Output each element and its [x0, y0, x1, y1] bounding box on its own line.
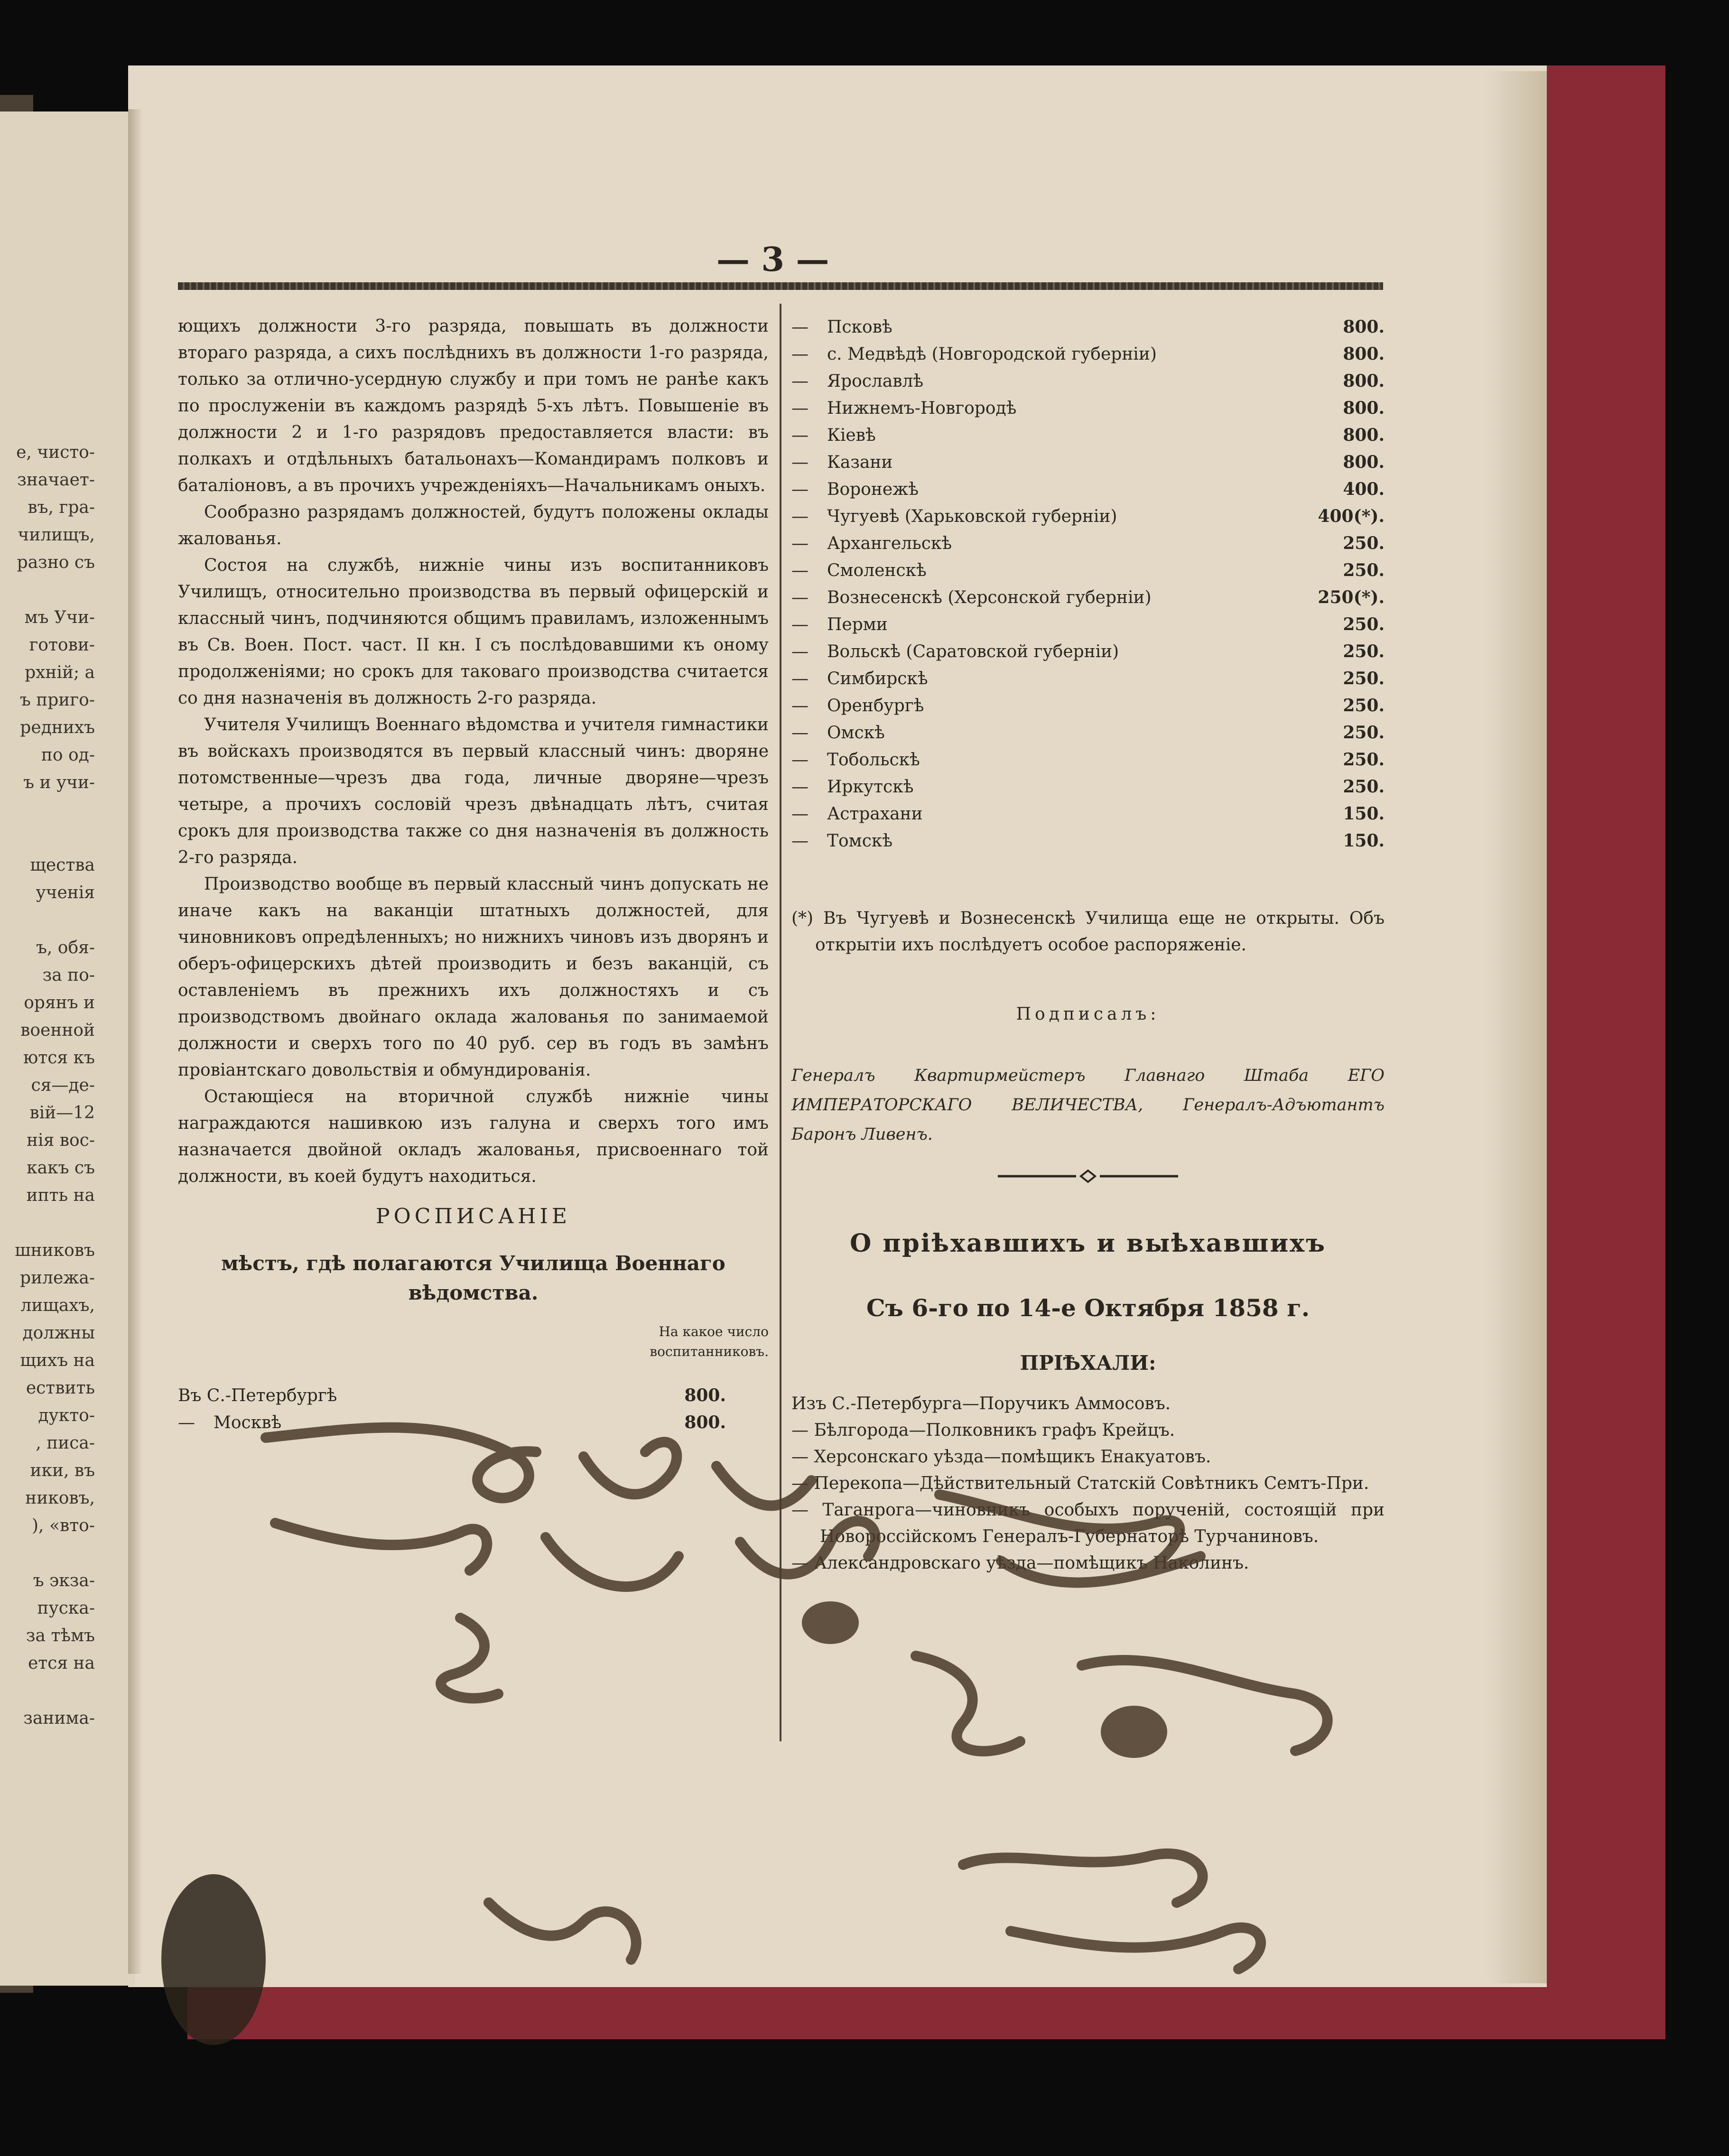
left-page-line: ъ приго- — [19, 690, 95, 710]
left-page-line: въ, гра- — [28, 498, 95, 517]
row-place: Чугуевѣ (Харьковской губернiи) — [827, 507, 1117, 526]
schedule-right-rows — [791, 317, 1385, 858]
left-page — [0, 112, 135, 1986]
row-value: 800. — [1343, 344, 1385, 364]
left-page-line: разно съ — [17, 553, 95, 572]
left-page-line — [2, 1677, 95, 1705]
schedule-subtitle: мѣстъ, гдѣ полагаются Училища Военнаго вѣдомства. — [221, 1252, 725, 1304]
row-place: Кiевѣ — [827, 426, 876, 445]
signed-label: Подписалъ: — [1016, 1004, 1160, 1024]
row-dash: — — [791, 453, 809, 472]
left-page-line: готови- — [29, 635, 95, 655]
row-value: 800. — [684, 1413, 726, 1432]
schedule-row — [791, 560, 1385, 587]
left-page-line: нiя вос- — [27, 1131, 95, 1150]
left-page-line: какъ съ — [27, 1158, 95, 1178]
row-dash: — — [791, 344, 809, 364]
arrival-entry: Изъ С.-Петербурга—Поручикъ Аммосовъ. — [791, 1394, 1171, 1413]
row-dash: — — [791, 723, 809, 743]
left-page-line: занима- — [23, 1709, 95, 1728]
row-dash: — — [178, 1413, 195, 1432]
row-dash: — — [791, 588, 809, 607]
arrival-entry: — Александровскаго уѣзда—помѣщикъ Наколинъ. — [791, 1553, 1249, 1573]
left-page-line: ики, въ — [30, 1461, 95, 1480]
ornament-icon — [993, 1169, 1183, 1183]
row-value: 800. — [1343, 371, 1385, 391]
left-page-line: щихъ на — [20, 1351, 95, 1370]
row-dash: — — [791, 534, 809, 553]
row-dash: — — [791, 642, 809, 661]
left-page-line: мъ Учи- — [24, 608, 95, 627]
row-place: Томскѣ — [827, 831, 893, 851]
left-page-line: по од- — [41, 745, 95, 765]
row-place: Вольскѣ (Саратовской губернiи) — [827, 642, 1119, 661]
left-page-line: ются къ — [23, 1048, 95, 1068]
paragraph: Сообразно разрядамъ должностей, будутъ положены оклады жалованья. — [178, 502, 769, 548]
row-value: 250. — [1343, 696, 1385, 716]
row-value: 800. — [1343, 425, 1385, 445]
left-page-line: пуска- — [37, 1598, 95, 1618]
row-value: 250. — [1343, 669, 1385, 688]
row-dash: — — [791, 399, 809, 418]
schedule-row — [791, 669, 1385, 696]
row-value: 800. — [684, 1385, 726, 1405]
left-page-line: ется на — [28, 1654, 95, 1673]
row-value: 250. — [1343, 614, 1385, 634]
schedule-row — [791, 831, 1385, 858]
page-edge — [1485, 71, 1547, 1983]
schedule-row — [791, 317, 1385, 344]
left-page-line: шниковъ — [15, 1241, 95, 1260]
left-page-line: е, чисто- — [16, 443, 95, 462]
row-dash: — — [791, 615, 809, 634]
row-dash: — — [791, 426, 809, 445]
row-place: Казани — [827, 453, 893, 472]
row-place: Тобольскѣ — [827, 750, 920, 770]
schedule-row — [791, 533, 1385, 560]
row-value: 800. — [1343, 398, 1385, 418]
arrived-title: ПРIѢХАЛИ: — [1020, 1351, 1156, 1375]
left-page-line — [2, 824, 95, 852]
left-page-line: за тѣмъ — [26, 1626, 95, 1645]
row-place: Въ С.-Петербургѣ — [178, 1386, 337, 1405]
left-page-line — [2, 1540, 95, 1567]
left-page-line: ъ и учи- — [23, 773, 95, 792]
schedule-row — [791, 641, 1385, 669]
header-rule — [178, 282, 1383, 290]
schedule-row — [791, 587, 1385, 614]
row-place: Вознесенскѣ (Херсонской губернiи) — [827, 588, 1152, 607]
row-place: Москвѣ — [214, 1413, 282, 1432]
left-page-line: дукто- — [38, 1406, 95, 1425]
row-dash: — — [791, 507, 809, 526]
section-title: О прiѣхавшихъ и выѣхавшихъ — [849, 1229, 1327, 1258]
signature: Генералъ Квартирмейстеръ Главнаго Штаба ЕГО ИМПЕРАТОРСКАГО ВЕЛИЧЕСТВА, Генералъ-Адъютантъ Баронъ Ливенъ. — [791, 1066, 1385, 1144]
left-page-line: никовъ, — [25, 1488, 95, 1508]
schedule-row — [791, 425, 1385, 452]
left-page-line: ся—де- — [31, 1076, 95, 1095]
left-page-line: орянъ и — [24, 993, 95, 1013]
row-place: Оренбургѣ — [827, 696, 924, 716]
row-place: Симбирскѣ — [827, 669, 928, 688]
row-value: 250. — [1343, 777, 1385, 797]
left-page-line — [2, 797, 95, 824]
row-dash: — — [791, 750, 809, 770]
row-value: 250. — [1343, 750, 1385, 770]
left-page-fragment — [2, 439, 95, 1732]
schedule-row — [791, 479, 1385, 506]
row-place: Ярославлѣ — [827, 372, 924, 391]
paragraph: Учителя Училищъ Военнаго вѣдомства и учителя гимнастики въ войскахъ производятся въ первый классный чинъ: дворяне потомственные—чрезъ два года, личные дворяне—чрезъ четыре, а прочихъ сословiй чрезъ двѣнадцать лѣтъ, считая срокъ для производства также со дня назначенiя въ должность 2-го разряда. — [178, 715, 769, 867]
row-value: 800. — [1343, 317, 1385, 337]
left-page-line: ипть на — [26, 1186, 95, 1205]
row-place: Смоленскѣ — [827, 561, 927, 580]
row-place: Воронежѣ — [827, 480, 919, 499]
arrival-entry: — Бѣлгорода—Полковникъ графъ Крейцъ. — [791, 1421, 1175, 1440]
row-place: Нижнемъ-Новгородѣ — [827, 399, 1017, 418]
left-page-line: должны — [22, 1323, 95, 1343]
row-dash: — — [791, 777, 809, 797]
left-page-line — [2, 907, 95, 934]
page-number: — 3 — — [716, 240, 829, 279]
row-value: 250. — [1343, 560, 1385, 580]
left-page-line: рилежа- — [20, 1268, 95, 1288]
row-place: Омскѣ — [827, 723, 885, 743]
row-dash: — — [791, 480, 809, 499]
schedule-row — [791, 777, 1385, 804]
left-page-line — [2, 1209, 95, 1237]
row-value: 800. — [1343, 452, 1385, 472]
paragraph: Состоя на службѣ, нижнiе чины изъ воспитанниковъ Училищъ, относительно производства въ первый офицерскiй и классный чинъ, подчиняются общимъ правиламъ, изложеннымъ въ Св. Воен. Пост. част. II кн. I съ послѣдовавшими къ оному продолженiями; но срокъ для таковаго производства считается со дня назначенiя въ должность 2-го разряда. — [178, 556, 769, 708]
row-value: 250. — [1343, 723, 1385, 743]
schedule-row — [791, 398, 1385, 425]
schedule-row — [791, 452, 1385, 479]
left-page-line: , писа- — [36, 1433, 95, 1453]
row-place: Перми — [827, 615, 888, 634]
paragraph: ющихъ должности 3-го разряда, повышать въ должности втораго разряда, а сихъ послѣднихъ въ должности 1-го разряда, только за отлично-усердную службу и при томъ не ранѣе какъ по прослуженiи въ каждомъ разрядѣ 5-хъ лѣтъ. Повышенiе въ должности 2 и 1-го разрядовъ предоставляется власти: въ полкахъ и отдѣльныхъ батальонахъ—Командирамъ полковъ и баталiоновъ, а въ прочихъ учрежденiяхъ—Начальникамъ оныхъ. — [178, 316, 769, 495]
row-dash: — — [791, 804, 809, 824]
left-page-line: ъ, обя- — [36, 938, 95, 957]
left-page-line: ученiя — [36, 883, 95, 902]
row-value: 150. — [1343, 831, 1385, 851]
schedule-row — [791, 723, 1385, 750]
spacer — [791, 858, 1385, 905]
paragraph: Остающiеся на вторичной службѣ нижнiе чины награждаются нашивкою изъ галуна и сверхъ того имъ назначается двойной окладъ жалованья, присвоеннаго той должности, въ коей будутъ находиться. — [178, 1087, 769, 1186]
left-page-line: за по- — [42, 966, 95, 985]
row-place: с. Медвѣдѣ (Новгородской губернiи) — [827, 344, 1157, 364]
arrival-entry: — Перекопа—Дѣйствительный Статскiй Совѣтникъ Семтъ-При. — [791, 1474, 1369, 1493]
arrival-entry: — Херсонскаго уѣзда—помѣщикъ Енакуатовъ. — [791, 1447, 1211, 1467]
row-place: Псковѣ — [827, 317, 892, 337]
row-dash: — — [791, 831, 809, 851]
left-page-line: лищахъ, — [20, 1296, 95, 1315]
left-page-line: значает- — [17, 470, 95, 490]
schedule-row — [791, 696, 1385, 723]
arrival-entry: — Таганрога—чиновникъ особыхъ порученiй, состоящiй при Новороссiйскомъ Генералъ-Губернаторѣ Турчаниновъ. — [791, 1500, 1385, 1546]
row-value: 400(*). — [1318, 506, 1385, 526]
schedule-row — [791, 506, 1385, 533]
row-place: Иркутскѣ — [827, 777, 914, 797]
left-page-line: щества — [30, 855, 95, 875]
schedule-row — [791, 614, 1385, 641]
right-column — [791, 317, 1385, 1577]
section-dates: Съ 6-го по 14-е Октября 1858 г. — [866, 1294, 1310, 1322]
left-page-line: ), «вто- — [32, 1516, 95, 1535]
footnote: (*) Въ Чугуевѣ и Вознесенскѣ Училища еще не открыты. Объ открытiи ихъ послѣдуетъ особое распоряженiе. — [791, 909, 1385, 955]
schedule-row — [791, 804, 1385, 831]
schedule-row — [791, 750, 1385, 777]
left-page-line — [2, 576, 95, 604]
schedule-row — [791, 371, 1385, 398]
page-fold — [128, 109, 142, 1974]
row-place: Астрахани — [827, 804, 923, 824]
row-dash: — — [791, 669, 809, 688]
row-dash: — — [791, 561, 809, 580]
schedule-title: РОСПИСАНIЕ — [376, 1204, 571, 1228]
schedule-row — [791, 344, 1385, 371]
left-page-line: чилищъ, — [18, 525, 95, 545]
row-place: Архангельскѣ — [827, 534, 952, 553]
left-page-line: реднихъ — [20, 718, 95, 737]
paragraph: Производство вообще въ первый классный чинъ допускать не иначе какъ на ваканцiи штатныхъ должностей, для чиновниковъ опредѣленныхъ; но нижнихъ чиновъ изъ дворянъ и оберъ-офицерскихъ дѣтей производить и безъ ваканцiй, съ оставленiемъ въ прежнихъ ихъ должностяхъ и съ производствомъ двойнаго оклада жалованья по занимаемой должности и сверхъ того по 40 руб. сер въ годъ въ замѣнъ провiантскаго довольствiя и обмундированiя. — [178, 874, 769, 1080]
handwritten-inscription — [157, 1400, 1461, 2102]
row-dash: — — [791, 317, 809, 337]
row-value: 250. — [1343, 533, 1385, 553]
row-value: 150. — [1343, 804, 1385, 824]
row-value: 250. — [1343, 641, 1385, 661]
left-page-line: ъ экза- — [33, 1571, 95, 1590]
row-value: 250(*). — [1318, 587, 1385, 607]
left-page-line: вiй—12 — [29, 1103, 95, 1123]
left-column — [178, 313, 769, 1440]
left-page-line: военной — [20, 1021, 95, 1040]
left-page-line: ествить — [26, 1378, 95, 1398]
divider-ornament — [791, 1168, 1385, 1188]
left-page-line: рхнiй; а — [25, 663, 95, 682]
row-dash: — — [791, 372, 809, 391]
row-dash: — — [791, 696, 809, 716]
row-value: 400. — [1343, 479, 1385, 499]
schedule-column-header: На какое число воспитанниковъ. — [650, 1324, 769, 1359]
